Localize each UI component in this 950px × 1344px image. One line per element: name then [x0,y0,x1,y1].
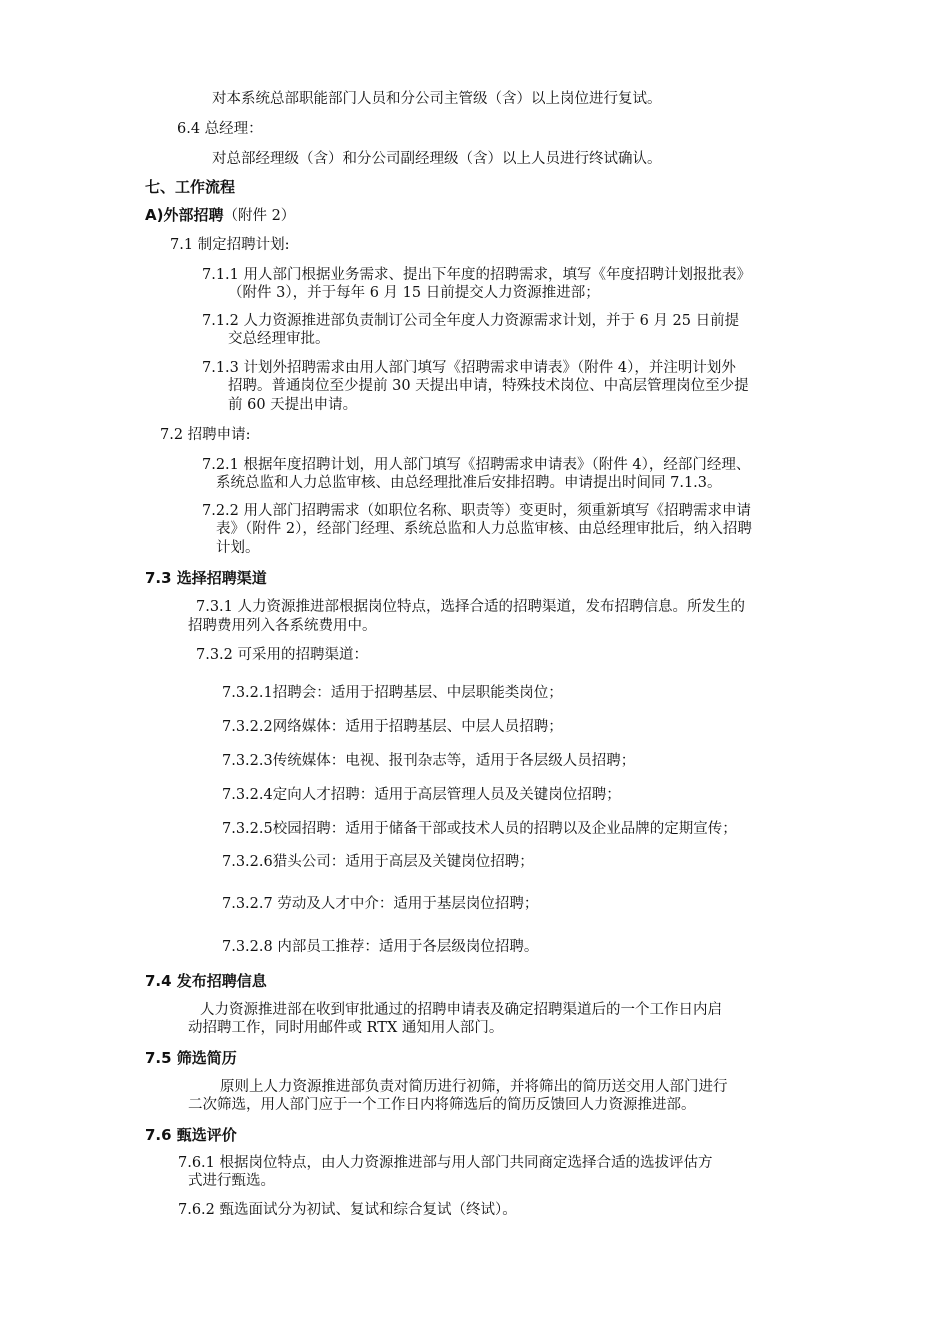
section-heading-7-2: 7.2 招聘申请: [160,427,251,443]
text-line: 招聘。普通岗位至少提前 30 天提出申请，特殊技术岗位、中高层管理岗位至少提 [228,378,749,394]
text-line: 二次筛选，用人部门应于一个工作日内将筛选后的简历反馈回人力资源推进部。 [188,1097,696,1113]
section-heading-6-4: 6.4 总经理： [177,121,263,137]
text-line: 人力资源推进部在收到审批通过的招聘申请表及确定招聘渠道后的一个工作日内启 [200,1002,722,1018]
text-line: 前 60 天提出申请。 [228,397,358,413]
text-line: 原则上人力资源推进部负责对简历进行初筛，并将筛出的简历送交用人部门进行 [220,1079,728,1095]
text-line: 7.1.2 人力资源推进部负责制订公司全年度人力资源需求计划，并于 6 月 25 日前提 [202,313,740,329]
chapter-heading-7: 七、工作流程 [145,178,236,196]
attachment-note: （附件 2） [223,208,296,224]
text-line: 交总经理审批。 [228,331,330,347]
channel-item: 7.3.2.2网络媒体：适用于招聘基层、中层人员招聘； [222,719,563,735]
text-line: 7.2.1 根据年度招聘计划，用人部门填写《招聘需求申请表》（附件 4），经部门经理、 [202,457,751,473]
text-line: 招聘费用列入各系统费用中。 [188,618,377,634]
section-heading-7-4: 7.4 发布招聘信息 [145,972,267,990]
text-line: 7.1.3 计划外招聘需求由用人部门填写《招聘需求申请表》（附件 4），并注明计划外 [202,360,736,376]
text-line: 对总部经理级（含）和分公司副经理级（含）以上人员进行终试确认。 [212,151,662,167]
channel-item: 7.3.2.1招聘会：适用于招聘基层、中层职能类岗位； [222,685,563,701]
text-line: 7.3.1 人力资源推进部根据岗位特点，选择合适的招聘渠道，发布招聘信息。所发生的 [196,599,746,615]
section-heading-7-6: 7.6 甄选评价 [145,1126,237,1144]
channel-item: 7.3.2.3传统媒体：电视、报刊杂志等，适用于各层级人员招聘； [222,753,636,769]
text-line: 7.3.2 可采用的招聘渠道： [196,647,369,663]
channel-item: 7.3.2.4定向人才招聘：适用于高层管理人员及关键岗位招聘； [222,787,621,803]
channel-item: 7.3.2.8 内部员工推荐：适用于各层级岗位招聘。 [222,939,539,955]
text-line: 计划。 [216,540,260,556]
text-line: 7.6.2 甄选面试分为初试、复试和综合复试（终试）。 [178,1202,517,1218]
section-heading-external-recruitment [145,205,295,226]
text-line: 7.6.1 根据岗位特点，由人力资源推进部与用人部门共同商定选择合适的选拔评估方 [178,1155,713,1171]
text-line: 7.1.1 用人部门根据业务需求、提出下年度的招聘需求，填写《年度招聘计划报批表》 [202,267,752,283]
text-line: 式进行甄选。 [188,1173,275,1189]
text-line: 系统总监和人力总监审核、由总经理批准后安排招聘。申请提出时间同 7.1.3。 [216,475,722,491]
channel-item: 7.3.2.7 劳动及人才中介：适用于基层岗位招聘； [222,896,539,912]
text-line: 7.2.2 用人部门招聘需求（如职位名称、职责等）变更时，须重新填写《招聘需求申请 [202,503,752,519]
section-heading-7-3: 7.3 选择招聘渠道 [145,569,267,587]
text-line: 对本系统总部职能部门人员和分公司主管级（含）以上岗位进行复试。 [212,91,662,107]
channel-item: 7.3.2.6猎头公司：适用于高层及关键岗位招聘； [222,854,534,870]
text-line: 表》（附件 2），经部门经理、系统总监和人力总监审核、由总经理审批后，纳入招聘 [216,521,752,537]
heading-text: A)外部招聘 [145,206,224,224]
text-line: （附件 3），并于每年 6 月 15 日前提交人力资源推进部； [228,285,600,301]
text-line: 动招聘工作，同时用邮件或 RTX 通知用人部门。 [188,1020,504,1036]
section-heading-7-1: 7.1 制定招聘计划: [170,237,290,253]
channel-item: 7.3.2.5校园招聘：适用于储备干部或技术人员的招聘以及企业品牌的定期宣传； [222,821,737,837]
section-heading-7-5: 7.5 筛选简历 [145,1049,237,1067]
